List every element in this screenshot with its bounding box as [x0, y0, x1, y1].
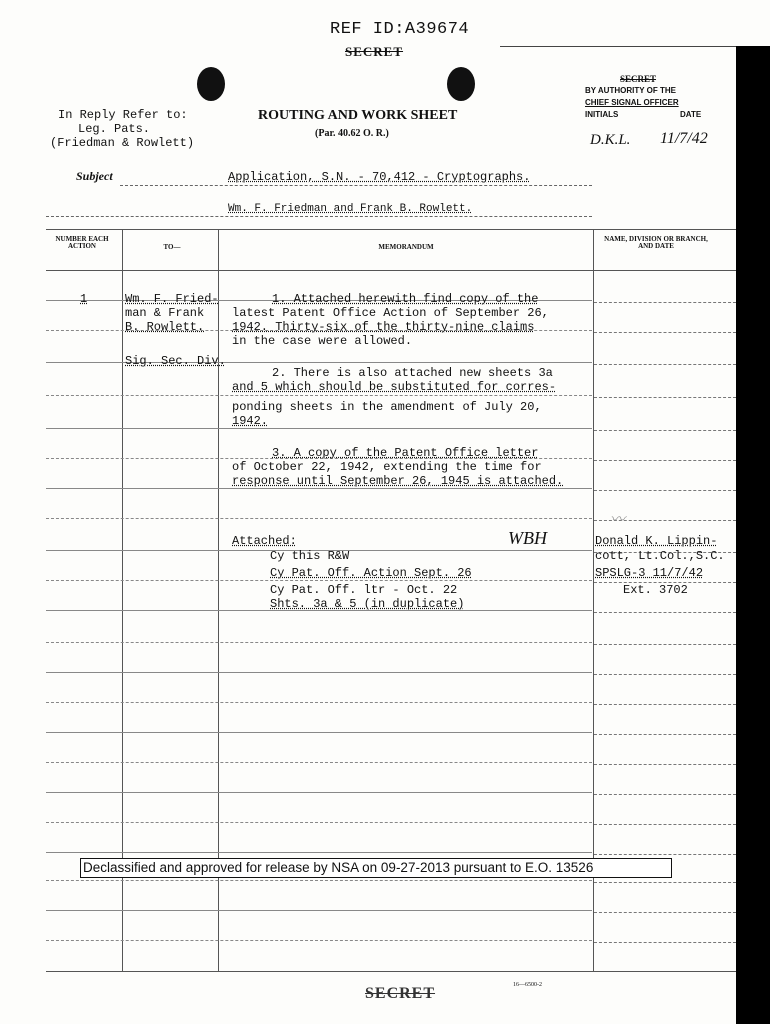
- row-rule-name-col: [594, 430, 736, 431]
- reply-line-1: In Reply Refer to:: [58, 108, 188, 122]
- para3-line-2: of October 22, 1942, extending the time for: [232, 460, 542, 474]
- row-rule-name-col: [594, 794, 736, 795]
- row-rule-name-col: [594, 734, 736, 735]
- row-rule: [46, 488, 592, 489]
- row-rule: [46, 822, 592, 823]
- signer-line-1: Donald K. Lippin-: [595, 534, 718, 548]
- stamp-date-handwritten: 11/7/42: [660, 130, 708, 147]
- form-number: 16—6500-2: [513, 982, 542, 988]
- punch-hole-left: [197, 67, 225, 101]
- subject-label: Subject: [76, 169, 113, 183]
- form-subtitle: (Par. 40.62 O. R.): [315, 128, 389, 139]
- attached-label: Attached:: [232, 534, 297, 548]
- to-line-1: Wm. F. Fried-: [125, 292, 219, 306]
- subject-rule-2: [46, 216, 592, 217]
- form-title: ROUTING AND WORK SHEET: [258, 108, 458, 123]
- punch-hole-right: [447, 67, 475, 101]
- signer-line-2: cott, Lt.Col.,S.C.: [595, 549, 725, 563]
- attachment-3: Cy Pat. Off. ltr - Oct. 22: [270, 583, 458, 597]
- stamp-initials-label: INITIALS: [585, 110, 619, 119]
- stamp-line-2: CHIEF SIGNAL OFFICER: [585, 98, 679, 107]
- table-header-rule: [46, 270, 736, 271]
- para2-line-1: 2. There is also attached new sheets 3a: [272, 366, 553, 380]
- col-header-name: NAME, DIVISION OR BRANCH, AND DATE: [604, 235, 708, 250]
- to-line-3: B. Rowlett.: [125, 320, 205, 334]
- row-rule-name-col: [594, 764, 736, 765]
- row-rule: [46, 880, 592, 881]
- stamp-struck-word: SECRET: [620, 74, 657, 84]
- table-top-rule: [46, 229, 736, 230]
- row-rule-name-col: [594, 942, 736, 943]
- row-rule-name-col: [594, 644, 736, 645]
- attachment-2: Cy Pat. Off. Action Sept. 26: [270, 566, 472, 580]
- struck-classification: SECRET: [345, 44, 404, 59]
- row-rule: [46, 428, 592, 429]
- attachment-1: Cy this R&W: [270, 549, 350, 563]
- row-rule: [46, 395, 592, 396]
- row-rule-name-col: [594, 364, 736, 365]
- row-rule-name-col: [594, 332, 736, 333]
- to-line-4: Sig. Sec. Div.: [125, 354, 226, 368]
- declassification-text: Declassified and approved for release by NSA on 09-27-2013 pursuant to E.O. 13526: [83, 860, 594, 875]
- row-rule-name-col: [594, 824, 736, 825]
- row-rule: [46, 672, 592, 673]
- para1-line-3: 1942. Thirty-six of the thirty-nine claims: [232, 320, 535, 334]
- signer-line-4: Ext. 3702: [623, 583, 688, 597]
- subject-line-1: Application, S.N. - 70,412 - Cryptographs.: [228, 170, 531, 184]
- row-rule-name-col: [594, 302, 736, 303]
- row-rule-name-col: [594, 490, 736, 491]
- table-bottom-rule: [46, 971, 736, 972]
- para3-line-1: 3. A copy of the Patent Office letter: [272, 446, 539, 460]
- subject-rule-1: [120, 185, 592, 186]
- row-rule-name-col: [594, 912, 736, 913]
- col-header-to: TO—: [163, 243, 181, 251]
- row-rule: [46, 910, 592, 911]
- row-rule: [46, 518, 592, 519]
- row-rule-name-col: [594, 612, 736, 613]
- row-rule: [46, 580, 592, 581]
- row-rule: [46, 762, 592, 763]
- signature-scribble: 〰: [610, 512, 626, 528]
- stamp-date-label: DATE: [680, 110, 702, 119]
- reply-line-3: (Friedman & Rowlett): [50, 136, 195, 150]
- col-header-number: NUMBER EACH ACTION: [55, 235, 109, 250]
- row-rule-name-col: [594, 460, 736, 461]
- col-header-memo: MEMORANDUM: [378, 243, 434, 251]
- ref-id: REF ID:A39674: [330, 20, 470, 39]
- top-rule: [500, 46, 736, 47]
- attachment-4: Shts. 3a & 5 (in duplicate): [270, 597, 465, 611]
- stamp-line-1: BY AUTHORITY OF THE: [585, 86, 676, 95]
- row-rule: [46, 732, 592, 733]
- row-rule: [46, 852, 592, 853]
- row-rule: [46, 642, 592, 643]
- row-rule-name-col: [594, 397, 736, 398]
- para2-line-4: 1942.: [232, 414, 269, 428]
- subject-line-2: Wm. F. Friedman and Frank B. Rowlett.: [228, 203, 473, 215]
- row-rule-name-col: [594, 854, 736, 855]
- initials-handwritten: WBH: [508, 528, 547, 548]
- para1-line-1: 1. Attached herewith find copy of the: [272, 292, 539, 306]
- row-rule-name-col: [594, 882, 736, 883]
- stamp-initials-handwritten: D.K.L.: [590, 132, 631, 148]
- row-rule: [46, 792, 592, 793]
- para1-line-2: latest Patent Office Action of September 26,: [232, 306, 549, 320]
- para1-line-4: in the case were allowed.: [232, 334, 413, 348]
- row-rule-name-col: [594, 674, 736, 675]
- declassification-banner: [80, 858, 672, 878]
- footer-classification: SECRET: [365, 985, 436, 1002]
- scan-edge: [736, 46, 770, 1024]
- row-rule: [46, 940, 592, 941]
- signer-line-3: SPSLG-3 11/7/42: [595, 566, 704, 580]
- reply-line-2: Leg. Pats.: [78, 122, 151, 136]
- row-rule: [46, 702, 592, 703]
- para2-line-2: and 5 which should be substituted for corres-: [232, 380, 557, 394]
- para2-line-3: ponding sheets in the amendment of July 20,: [232, 400, 542, 414]
- to-line-2: man & Frank: [125, 306, 205, 320]
- row-rule-name-col: [594, 704, 736, 705]
- para3-line-3: response until September 26, 1945 is attached.: [232, 474, 564, 488]
- action-number: 1: [80, 292, 88, 306]
